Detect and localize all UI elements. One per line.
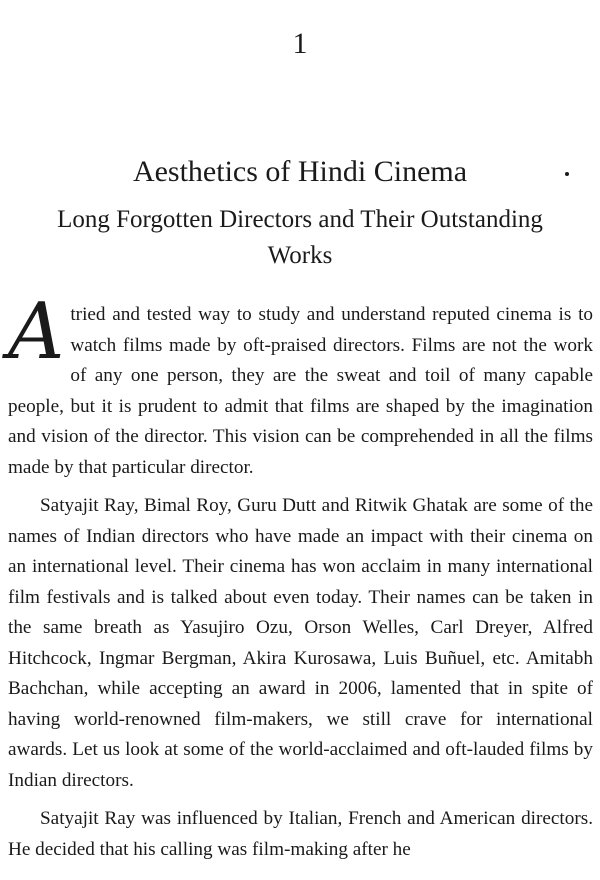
chapter-number: 1 xyxy=(292,27,308,60)
paragraph-1 xyxy=(8,287,593,483)
paragraph-1-text: tried and tested way to study and understand reputed cinema is to watch films made by oft-praised directors. Films are not the work of any one person, they are the sweat and toil of many capable people, but it is prudent to admit that films are shaped by the imagination and vision of the director. This vision can be comprehended in all the films made by that particular director. xyxy=(8,304,593,478)
body-text xyxy=(8,287,593,865)
chapter-title: Aesthetics of Hindi Cinema xyxy=(132,155,468,188)
chapter-subtitle: Long Forgotten Directors and Their Outstanding Works xyxy=(57,206,543,269)
paragraph-3: Satyajit Ray was influenced by Italian, French and American directors. He decided that his calling was film-making after he xyxy=(8,808,593,860)
paragraph-2: Satyajit Ray, Bimal Roy, Guru Dutt and Ritwik Ghatak are some of the names of Indian directors who have made an impact with their cinema on an international level. Their cinema has won acclaim in many international film festivals and is talked about even today. Their names can be taken in the same breath as Yasujiro Ozu, Orson Welles, Carl Dreyer, Alfred Hitchcock, Ingmar Bergman, Akira Kurosawa, Luis Buñuel, etc. Amitabh Bachchan, while accepting an award in 2006, lamented that in spite of having world-renowned film-makers, we still crave for international awards. Let us look at some of the world-acclaimed and oft-lauded films by Indian directors. xyxy=(8,495,593,791)
drop-cap: A xyxy=(8,287,65,377)
printer-dot-mark xyxy=(565,172,569,176)
